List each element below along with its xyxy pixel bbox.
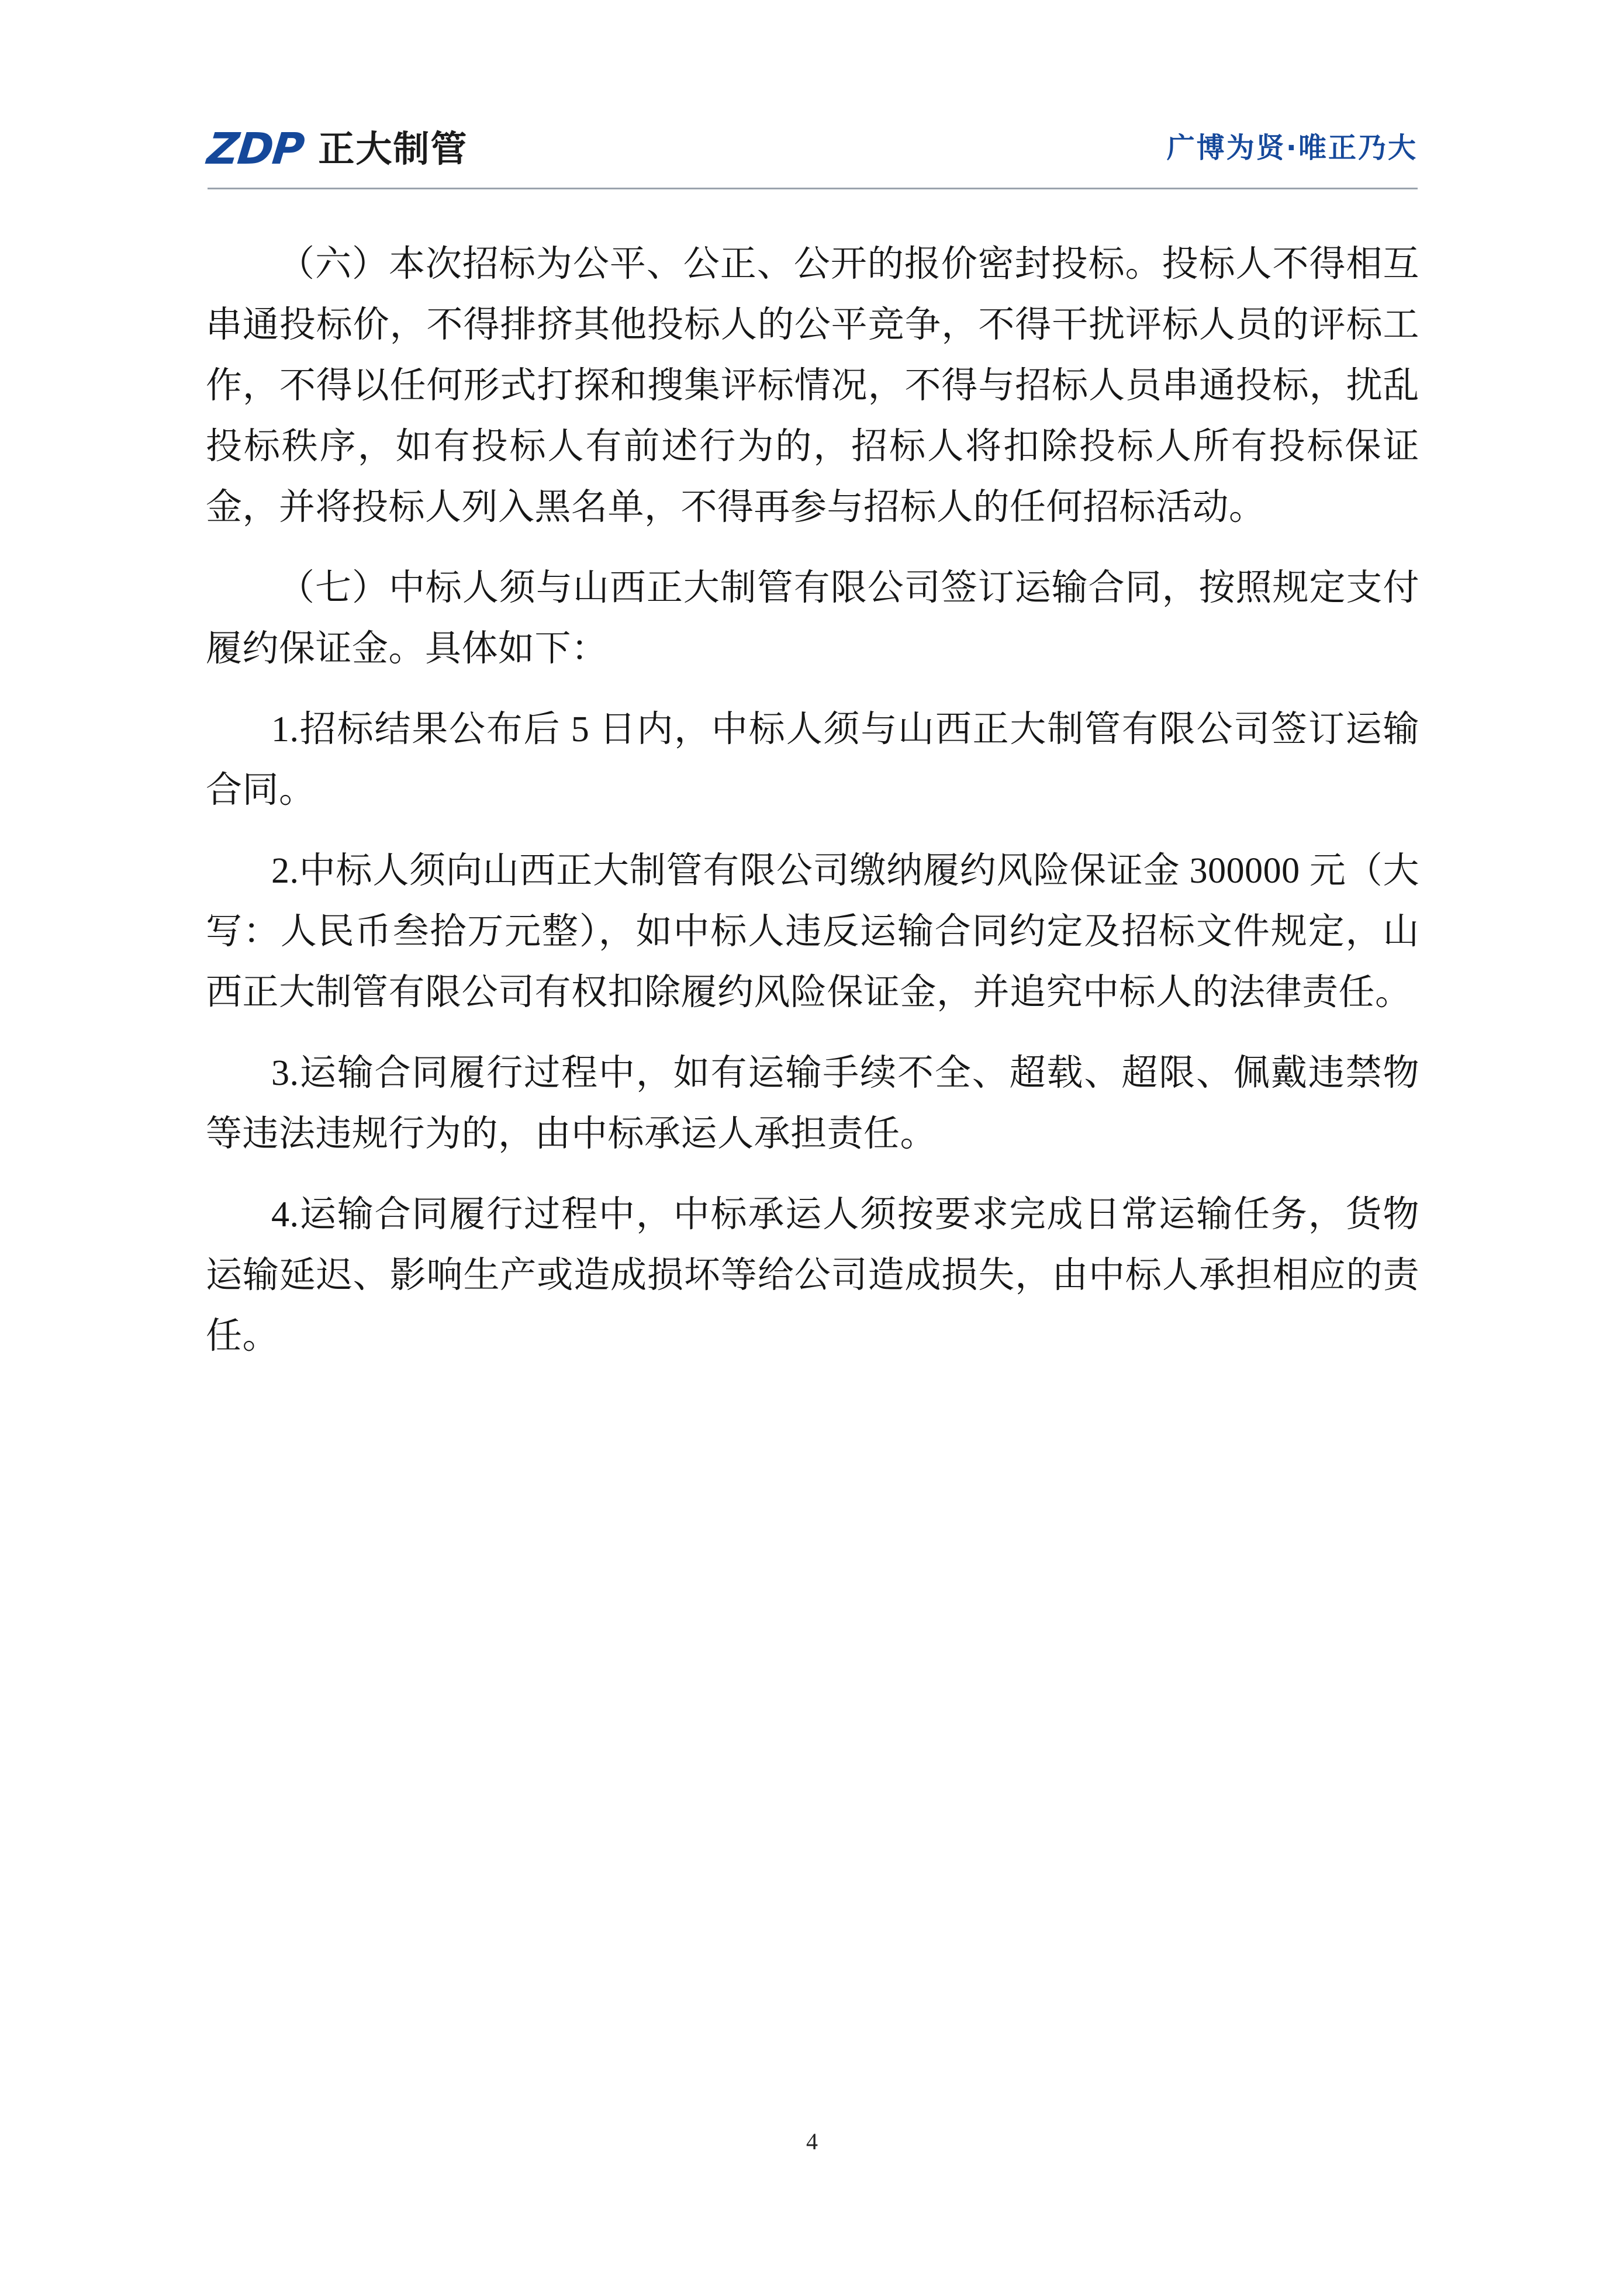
header-row [205, 114, 1418, 184]
paragraph-item-1: 1.招标结果公布后 5 日内，中标人须与山西正大制管有限公司签订运输合同。 [206, 710, 1419, 810]
page-header [205, 114, 1418, 190]
page-number: 4 [806, 2128, 818, 2155]
paragraph-clause-7: （七）中标人须与山西正大制管有限公司签订运输合同，按照规定支付履约保证金。具体如下： [206, 568, 1419, 669]
page-footer [0, 2128, 1624, 2155]
company-slogan: 广博为贤·唯正乃大 [1166, 132, 1418, 164]
zdp-logo-icon [205, 124, 306, 174]
header-divider [208, 188, 1418, 189]
paragraph-clause-6: （六）本次招标为公平、公正、公开的报价密封投标。投标人不得相互串通投标价，不得排挤其他投标人的公平竞争，不得干扰评标人员的评标工作，不得以任何形式打探和搜集评标情况，不得与招标人员串通投标，扰乱投标秩序，如有投标人有前述行为的，招标人将扣除投标人所有投标保证金，并将投标人列入黑名单，不得再参与招标人的任何招标活动。 [206, 244, 1419, 527]
company-logo [205, 124, 468, 174]
paragraph-item-2: 2.中标人须向山西正大制管有限公司缴纳履约风险保证金 300000 元（大写：人民币叁拾万元整），如中标人违反运输合同约定及招标文件规定，山西正大制管有限公司有权扣除履约风险保证金，并追究中标人的法律责任。 [206, 851, 1419, 1012]
logo-chinese-text: 正大制管 [318, 127, 468, 170]
paragraph-item-4: 4.运输合同履行过程中，中标承运人须按要求完成日常运输任务，货物运输延迟、影响生产或造成损坏等给公司造成损失，由中标人承担相应的责任。 [206, 1195, 1419, 1356]
document-body [206, 234, 1419, 1386]
paragraph-item-3: 3.运输合同履行过程中，如有运输手续不全、超载、超限、佩戴违禁物等违法违规行为的，由中标承运人承担责任。 [206, 1053, 1419, 1154]
logo-latin-text: ZDP [205, 124, 306, 174]
